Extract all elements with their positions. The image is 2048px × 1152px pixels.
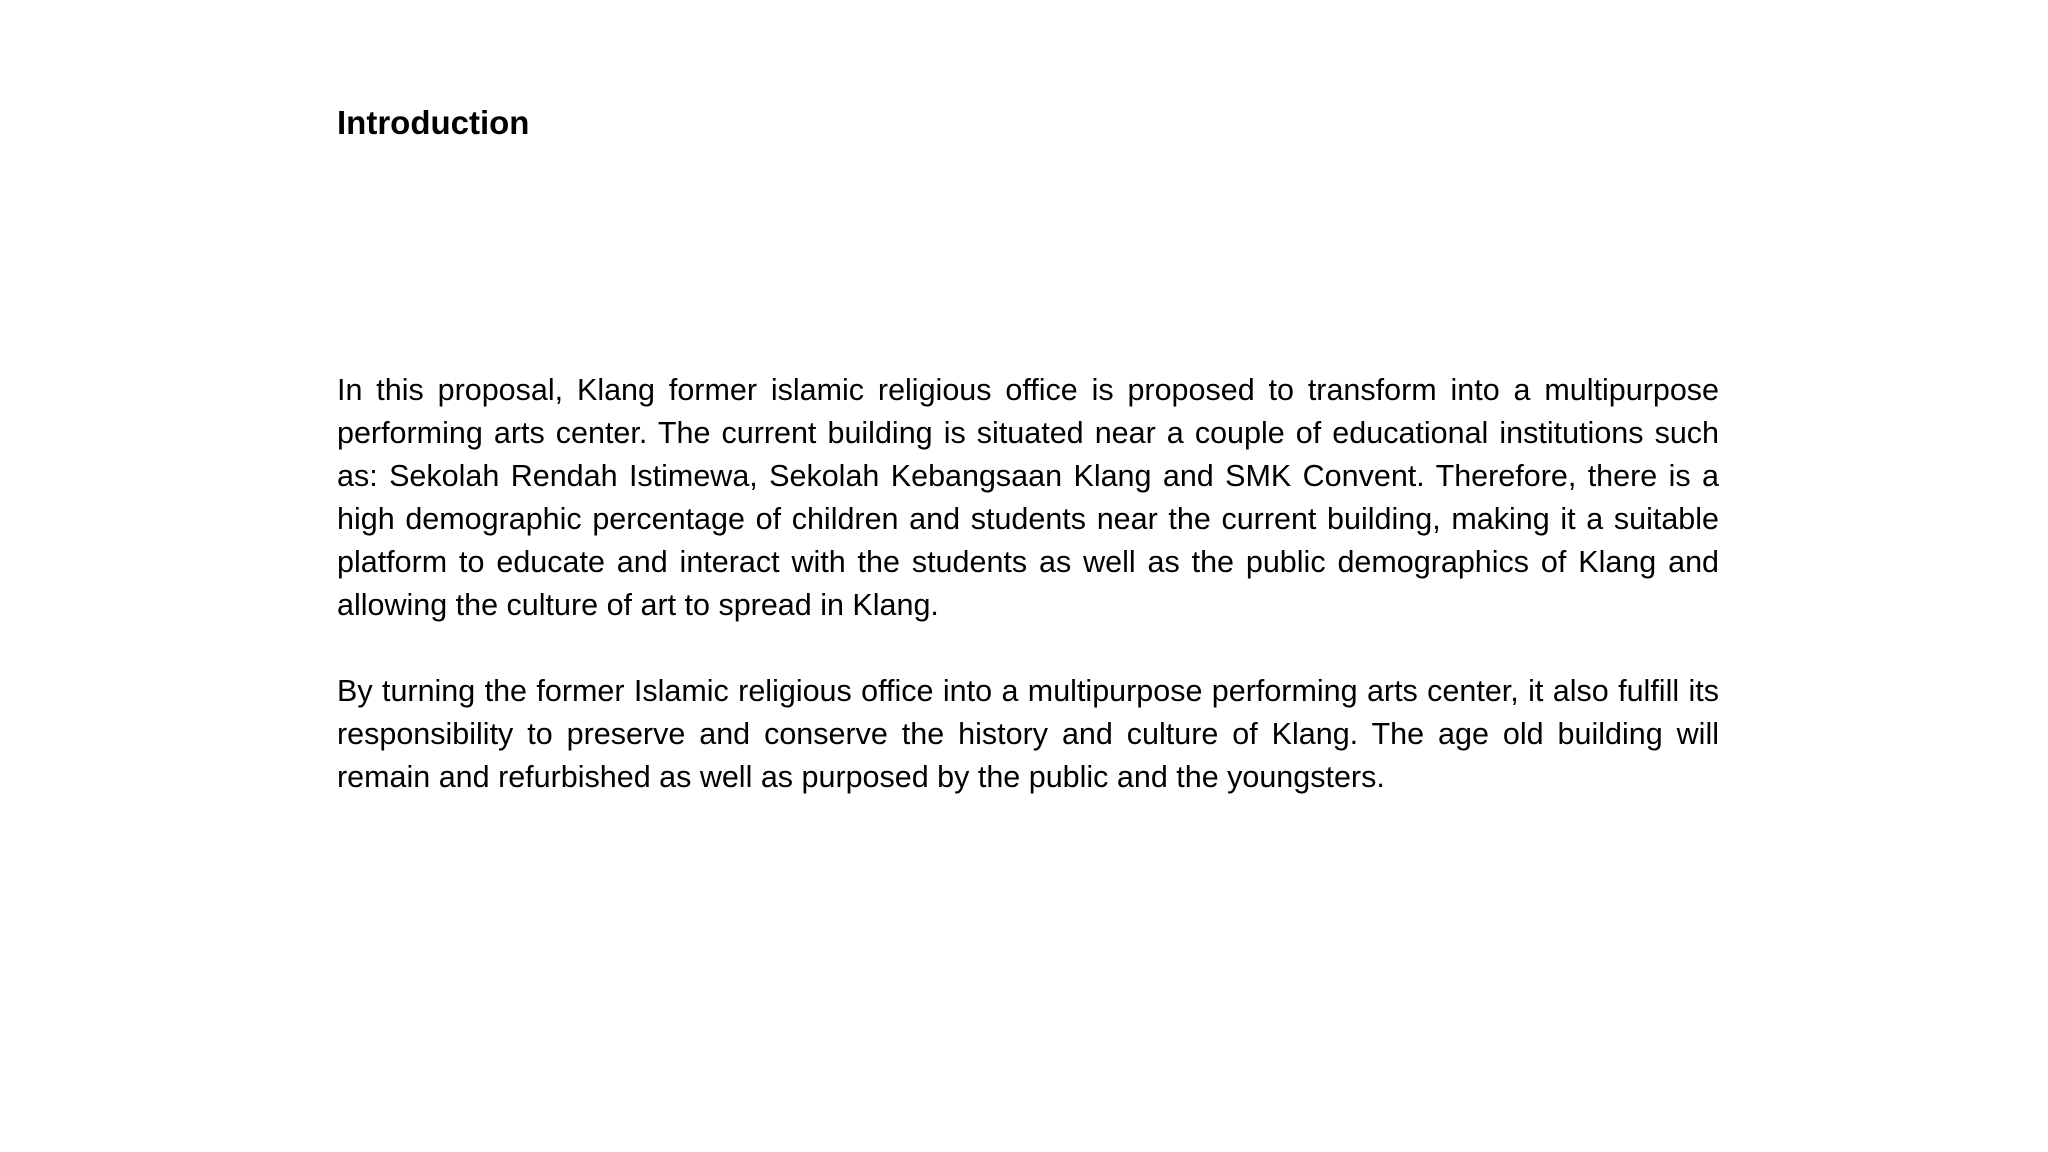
section-heading: Introduction <box>337 104 530 141</box>
body-paragraph: By turning the former Islamic religious office into a multipurpose performing arts center, it also fulfill its responsibility to preserve and conserve the history and culture of Klang. The age old building will remain and refurbished as well as purposed by the public and the youngsters. <box>337 674 1719 794</box>
body-paragraph: In this proposal, Klang former islamic religious office is proposed to transform into a multipurpose performing arts center. The current building is situated near a couple of educational institutions such as: Sekolah Rendah Istimewa, Sekolah Kebangsaan Klang and SMK Convent. Therefore, there is a high demographic percentage of children and students near the current building, making it a suitable platform to educate and interact with the students as well as the public demographics of Klang and allowing the culture of art to spread in Klang. <box>337 373 1719 622</box>
